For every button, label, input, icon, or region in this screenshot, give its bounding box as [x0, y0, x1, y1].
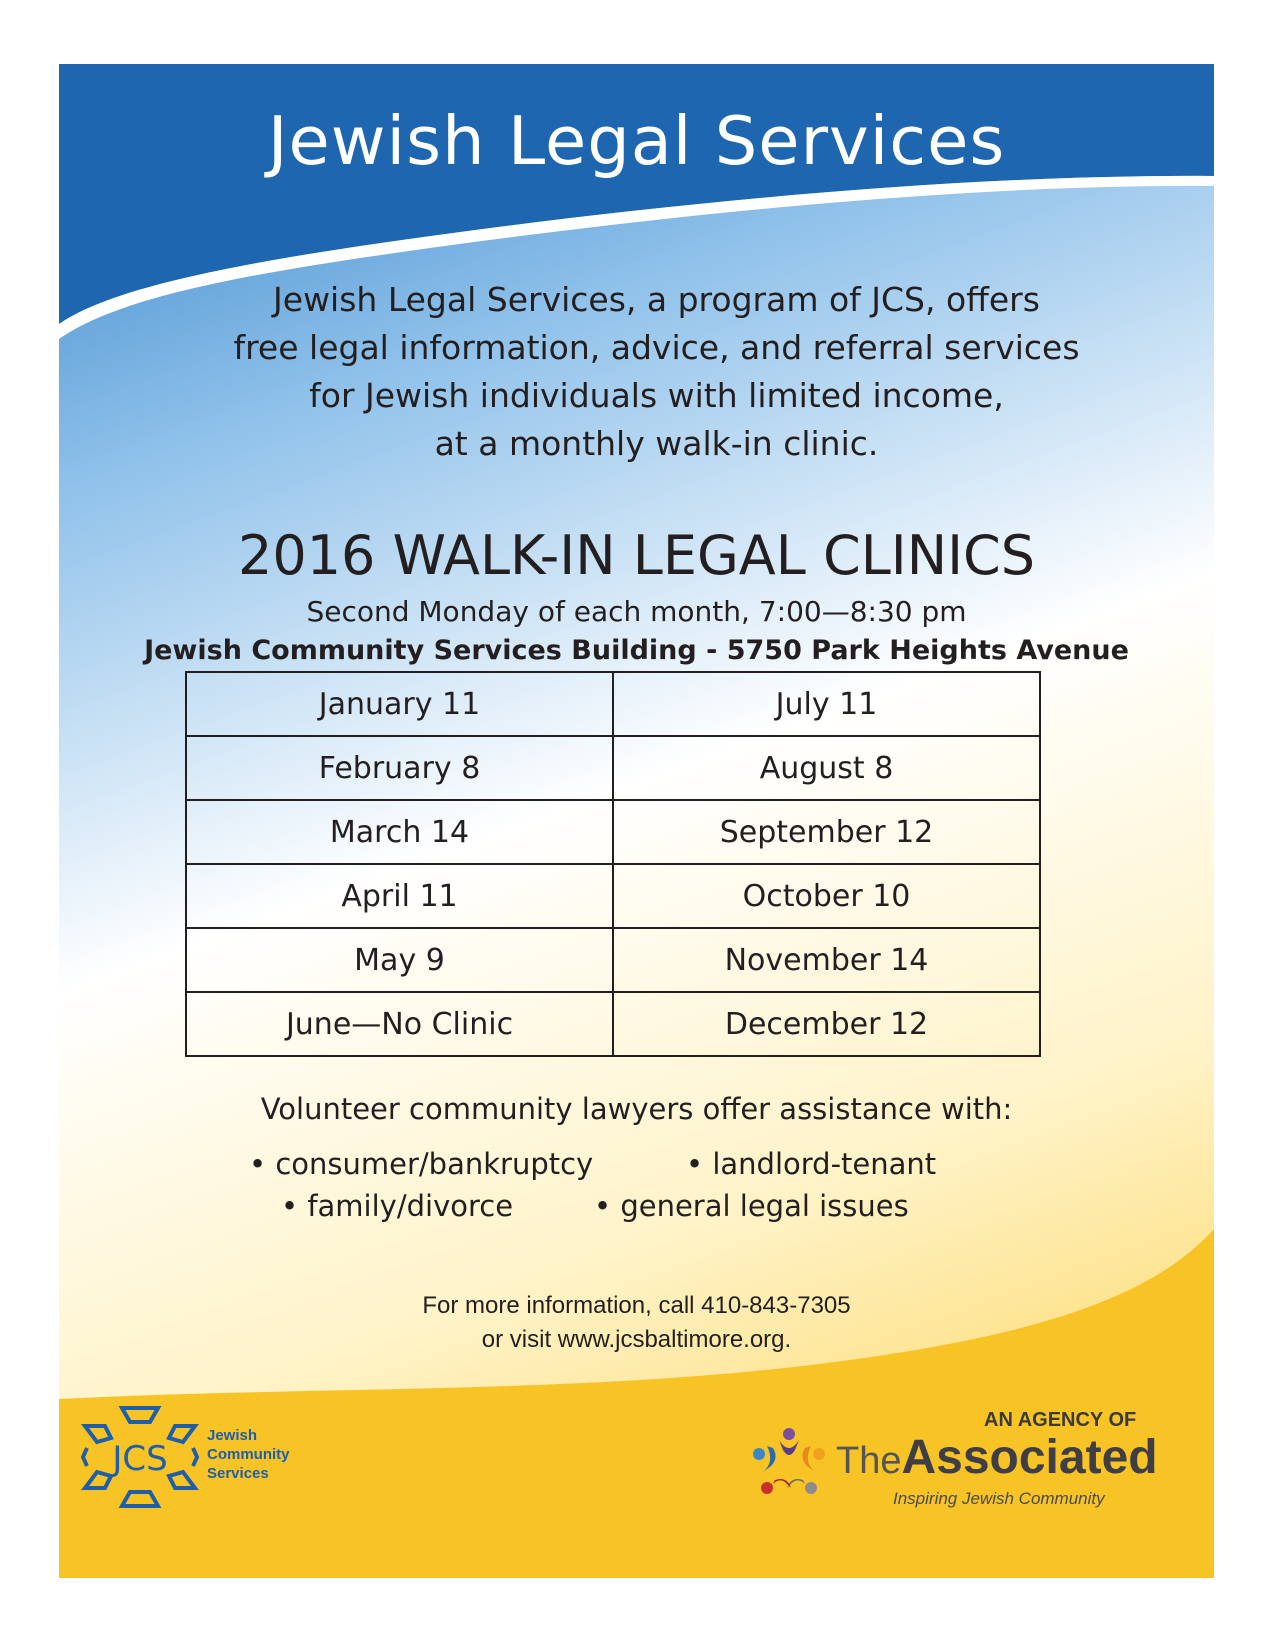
table-row — [186, 736, 1040, 800]
date-cell: January 11 — [186, 672, 613, 736]
table-row — [186, 992, 1040, 1056]
contact-phone-line: For more information, call 410-843-7305 — [422, 1292, 851, 1319]
jcs-name-line: Jewish — [207, 1427, 258, 1444]
intro-paragraph — [159, 276, 1154, 468]
associated-wordmark — [836, 1430, 1158, 1485]
clinics-heading: 2016 WALK-IN LEGAL CLINICS — [237, 524, 1036, 587]
date-cell: August 8 — [613, 736, 1040, 800]
intro-line: free legal information, advice, and referral services — [233, 328, 1080, 367]
assistance-item — [594, 1189, 909, 1223]
date-cell: May 9 — [186, 928, 613, 992]
contact-website-line: or visit www.jcsbaltimore.org. — [481, 1326, 792, 1353]
clinic-dates-table — [185, 671, 1041, 1057]
date-cell: July 11 — [613, 672, 1040, 736]
schedule-line: Second Monday of each month, 7:00—8:30 pm — [306, 595, 967, 628]
assistance-item — [686, 1147, 936, 1181]
assistance-item-label: general legal issues — [620, 1189, 909, 1223]
assistance-heading: Volunteer community lawyers offer assistance with: — [260, 1092, 1013, 1126]
jcs-logo-text: JCS — [112, 1439, 168, 1479]
associated-tagline: Inspiring Jewish Community — [893, 1489, 1105, 1508]
assistance-item — [281, 1189, 513, 1223]
date-cell: October 10 — [613, 864, 1040, 928]
associated-name: Associated — [901, 1431, 1158, 1484]
table-row — [186, 800, 1040, 864]
page-title: Jewish Legal Services — [267, 102, 1006, 180]
date-cell: March 14 — [186, 800, 613, 864]
date-cell: November 14 — [613, 928, 1040, 992]
agency-of-label: AN AGENCY OF — [984, 1409, 1137, 1431]
date-cell: April 11 — [186, 864, 613, 928]
date-cell: June—No Clinic — [186, 992, 613, 1056]
bullet-icon: • — [281, 1189, 299, 1223]
bullet-icon: • — [686, 1147, 704, 1181]
associated-people-icon — [749, 1426, 829, 1498]
bullet-icon: • — [249, 1147, 267, 1181]
location-line: Jewish Community Services Building - 5750 Park Heights Avenue — [144, 635, 1129, 666]
assistance-item-label: landlord-tenant — [712, 1147, 937, 1181]
date-cell: February 8 — [186, 736, 613, 800]
jcs-logo — [75, 1402, 205, 1512]
jcs-name-line: Services — [207, 1465, 269, 1482]
associated-the: The — [836, 1440, 902, 1482]
assistance-item-label: family/divorce — [307, 1189, 514, 1223]
flyer — [59, 64, 1214, 1578]
intro-line: for Jewish individuals with limited income, — [309, 376, 1004, 415]
bullet-icon: • — [594, 1189, 612, 1223]
date-cell: December 12 — [613, 992, 1040, 1056]
jcs-name-line: Community — [207, 1446, 290, 1463]
table-row — [186, 864, 1040, 928]
table-row — [186, 672, 1040, 736]
assistance-item-label: consumer/bankruptcy — [275, 1147, 594, 1181]
assistance-item — [249, 1147, 593, 1181]
jcs-name — [207, 1426, 290, 1483]
footer-gold-swoosh — [59, 1229, 1214, 1578]
intro-line: at a monthly walk-in clinic. — [434, 424, 879, 463]
table-row — [186, 928, 1040, 992]
date-cell: September 12 — [613, 800, 1040, 864]
intro-line: Jewish Legal Services, a program of JCS, offers — [273, 280, 1040, 319]
